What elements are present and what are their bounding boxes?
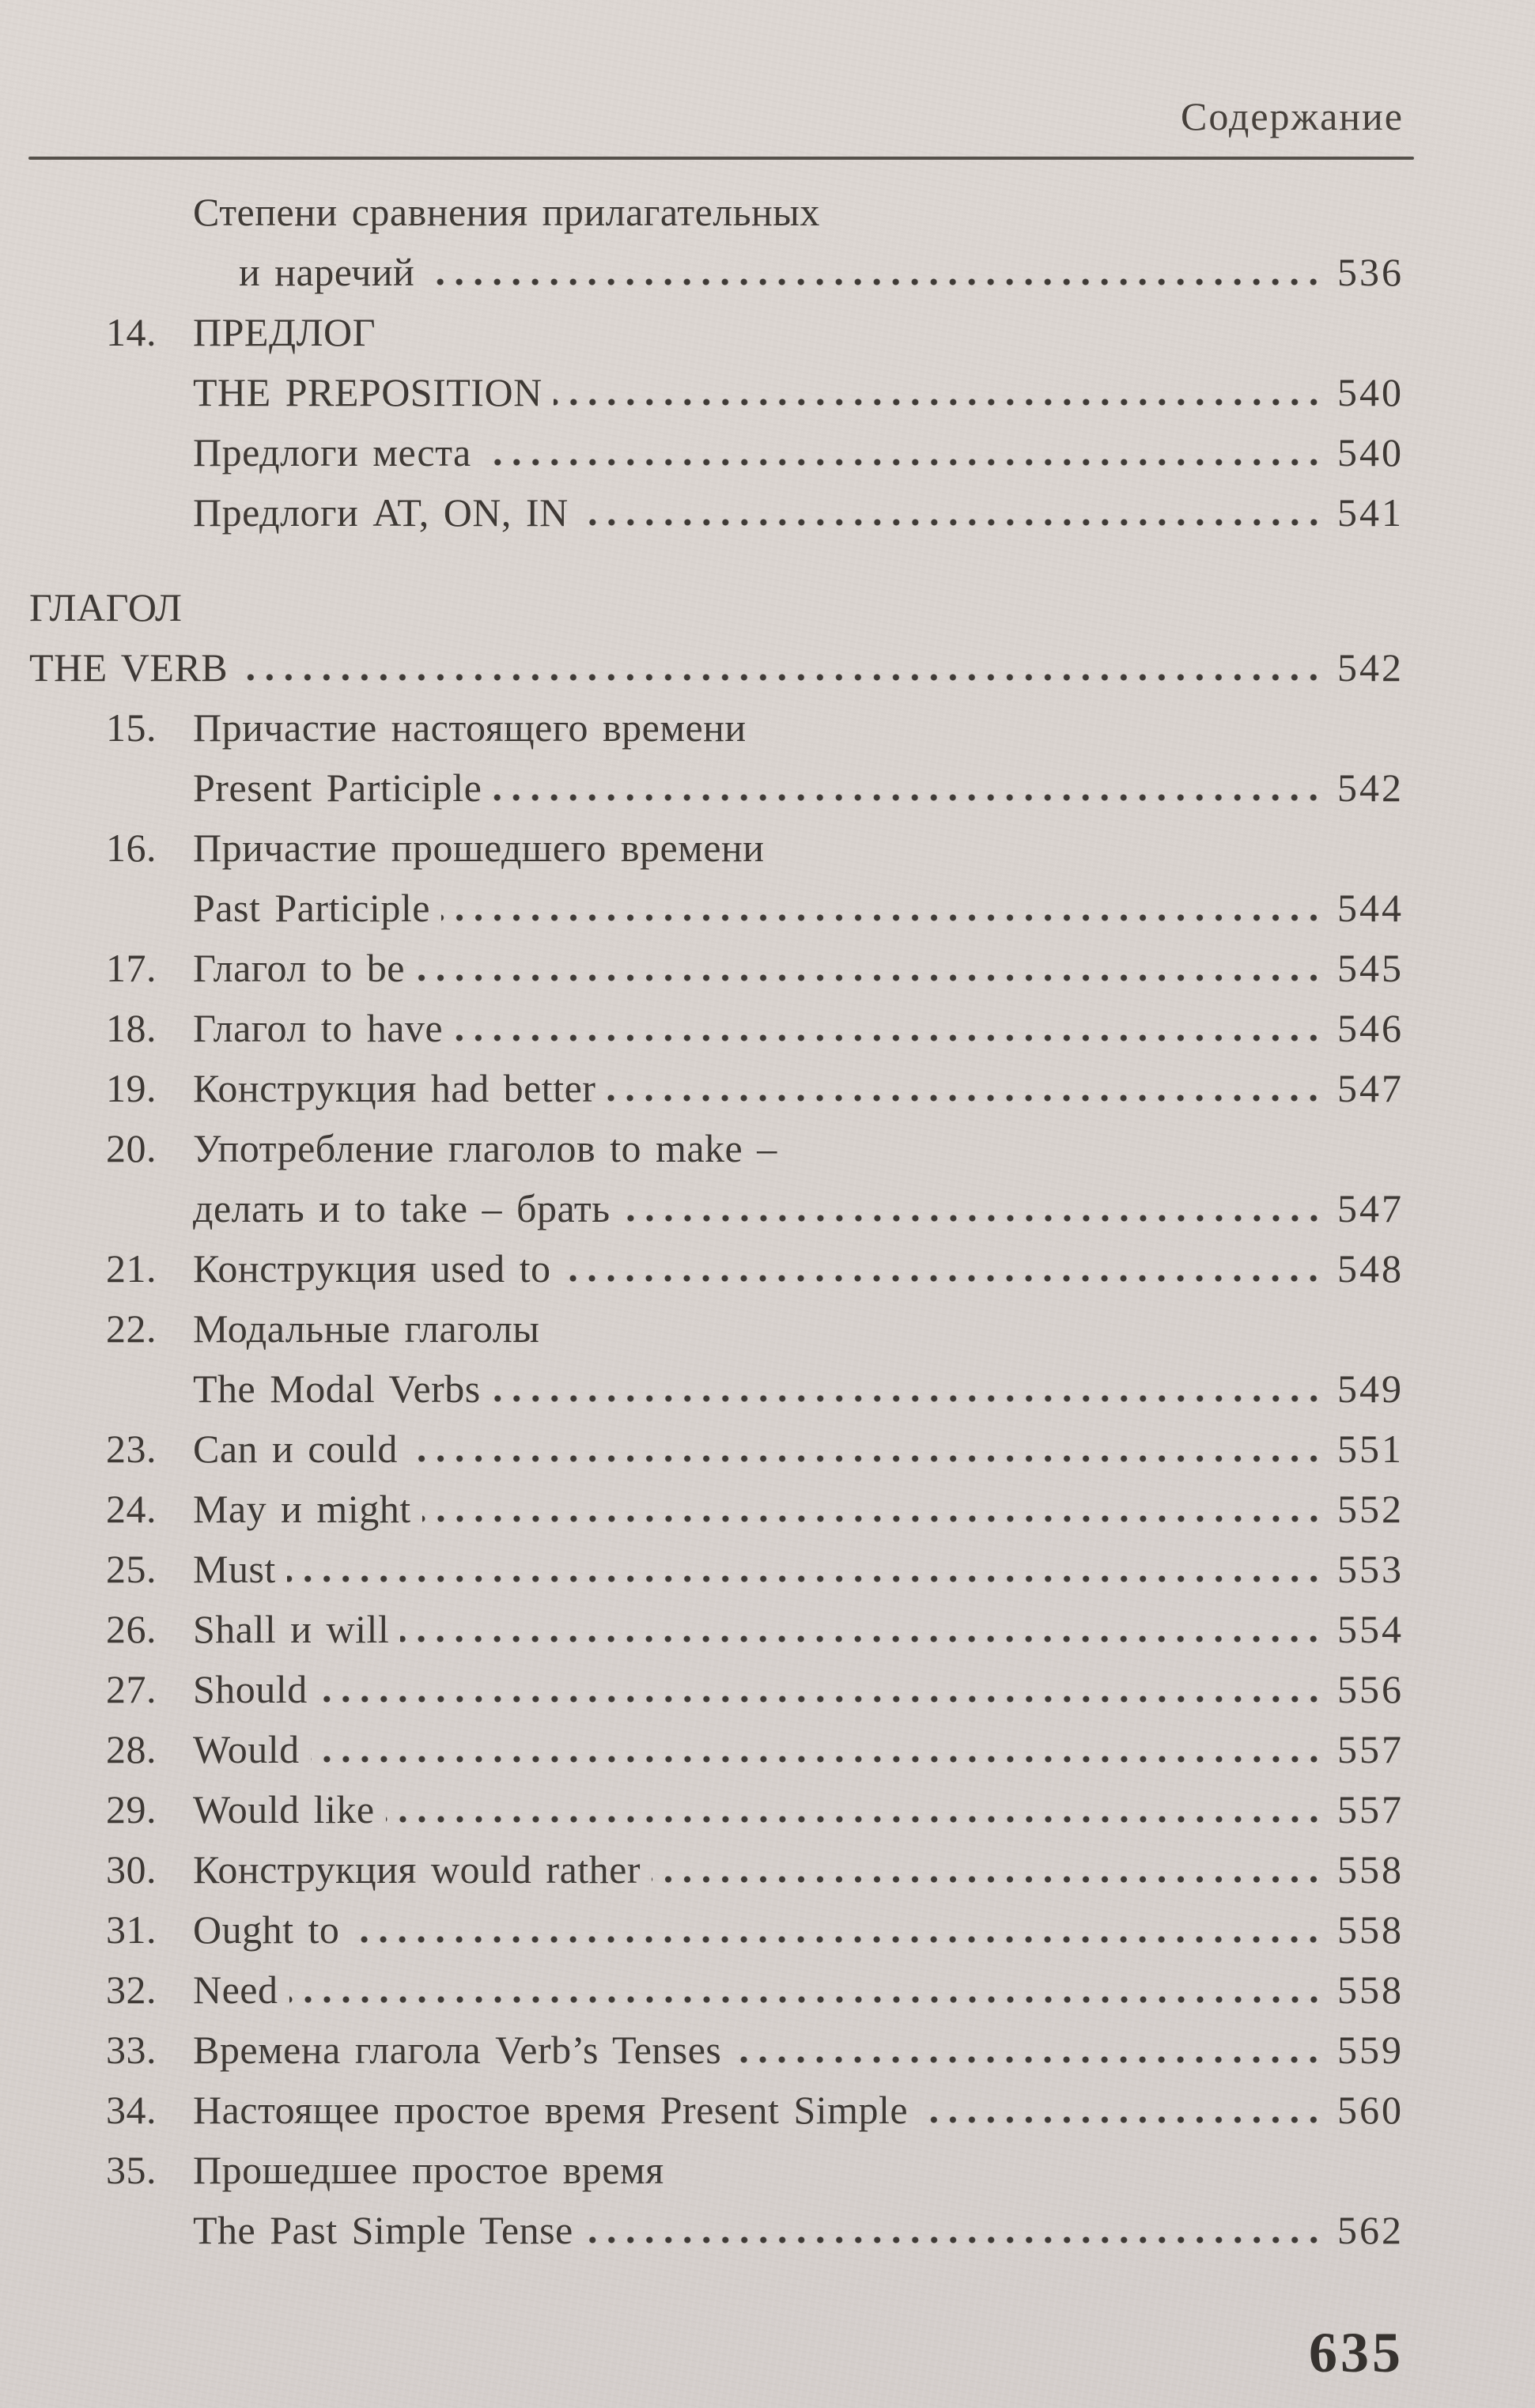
dot-leader xyxy=(287,1575,1323,1582)
entry-page: 558 xyxy=(1337,1847,1404,1892)
entry-title: Предлоги места xyxy=(193,430,471,474)
toc-entry xyxy=(0,242,1535,302)
entry-number: 25. xyxy=(106,1547,157,1591)
entry-page: 542 xyxy=(1337,765,1404,810)
toc-entry xyxy=(0,1960,1535,2020)
table-of-contents xyxy=(0,182,1535,2260)
entry-page: 544 xyxy=(1337,886,1404,930)
entry-page: 551 xyxy=(1337,1427,1404,1471)
entry-number: 20. xyxy=(106,1126,157,1170)
toc-entry xyxy=(0,1419,1535,1479)
entry-page: 553 xyxy=(1337,1547,1404,1591)
entry-title: ПРЕДЛОГ xyxy=(193,310,376,354)
entry-page: 559 xyxy=(1337,2028,1404,2072)
entry-title: Настоящее простое время Present Simple xyxy=(193,2088,909,2132)
dot-leader xyxy=(454,1034,1323,1041)
dot-leader xyxy=(441,914,1323,921)
entry-title: Конструкция would rather xyxy=(193,1847,641,1892)
dot-leader xyxy=(239,674,1323,681)
entry-page: 547 xyxy=(1337,1186,1404,1230)
entry-title: Should xyxy=(193,1667,308,1711)
entry-title: Need xyxy=(193,1968,278,2012)
entry-number: 22. xyxy=(106,1306,157,1351)
toc-entry xyxy=(0,697,1535,758)
toc-entry xyxy=(0,482,1535,542)
entry-number: 14. xyxy=(106,310,157,354)
toc-entry xyxy=(0,878,1535,938)
entry-number: 21. xyxy=(106,1246,157,1291)
entry-page: 552 xyxy=(1337,1487,1404,1531)
toc-entry xyxy=(0,1479,1535,1539)
entry-number: 32. xyxy=(106,1968,157,2012)
dot-leader xyxy=(561,1275,1323,1282)
entry-title: Степени сравнения прилагательных xyxy=(193,190,820,234)
entry-page: 540 xyxy=(1337,430,1404,474)
entry-number: 26. xyxy=(106,1607,157,1651)
entry-title: ГЛАГОЛ xyxy=(29,585,183,629)
entry-number: 28. xyxy=(106,1727,157,1771)
header-rule xyxy=(28,157,1414,160)
entry-page: 558 xyxy=(1337,1907,1404,1952)
entry-title: Shall и will xyxy=(193,1607,390,1651)
entry-page: 556 xyxy=(1337,1667,1404,1711)
toc-entry xyxy=(0,2020,1535,2080)
entry-number: 19. xyxy=(106,1066,157,1110)
dot-leader xyxy=(482,459,1323,466)
entry-page: 548 xyxy=(1337,1246,1404,1291)
entry-number: 31. xyxy=(106,1907,157,1952)
toc-entry xyxy=(0,1178,1535,1238)
entry-title: Конструкция used to xyxy=(193,1246,551,1291)
entry-title: Can и could xyxy=(193,1427,398,1471)
dot-leader xyxy=(919,2116,1323,2123)
toc-entry xyxy=(0,637,1535,697)
entry-title: Must xyxy=(193,1547,276,1591)
toc-entry xyxy=(0,1118,1535,1178)
entry-title: The Past Simple Tense xyxy=(193,2208,573,2252)
toc-entry xyxy=(0,577,1535,637)
entry-title: Употребление глаголов to make – xyxy=(193,1126,777,1170)
toc-entry xyxy=(0,818,1535,878)
entry-page: 562 xyxy=(1337,2208,1404,2252)
entry-page: 547 xyxy=(1337,1066,1404,1110)
toc-entry xyxy=(0,1839,1535,1900)
toc-entry xyxy=(0,1779,1535,1839)
entry-title: Would xyxy=(193,1727,300,1771)
entry-title: Ought to xyxy=(193,1907,340,1952)
page-number: 635 xyxy=(1309,2321,1404,2384)
toc-entry xyxy=(0,1299,1535,1359)
entry-title: May и might xyxy=(193,1487,411,1531)
dot-leader xyxy=(607,1094,1323,1102)
dot-leader xyxy=(492,1395,1323,1402)
dot-leader xyxy=(425,278,1323,285)
entry-title: Конструкция had better xyxy=(193,1066,596,1110)
dot-leader xyxy=(350,1936,1323,1943)
contents-heading: Содержание xyxy=(1181,94,1404,138)
entry-page: 560 xyxy=(1337,2088,1404,2132)
toc-entry xyxy=(0,362,1535,422)
entry-title: Глагол to be xyxy=(193,946,405,990)
dot-leader xyxy=(584,2236,1323,2244)
entry-title: Past Participle xyxy=(193,886,430,930)
entry-page: 557 xyxy=(1337,1727,1404,1771)
entry-number: 30. xyxy=(106,1847,157,1892)
entry-number: 16. xyxy=(106,826,157,870)
entry-title: Would like xyxy=(193,1787,375,1832)
entry-number: 23. xyxy=(106,1427,157,1471)
toc-entry xyxy=(0,938,1535,998)
entry-number: 15. xyxy=(106,705,157,750)
dot-leader xyxy=(554,399,1323,406)
toc-entry xyxy=(0,1539,1535,1599)
entry-number: 18. xyxy=(106,1006,157,1050)
dot-leader xyxy=(622,1215,1323,1222)
toc-entry xyxy=(0,2200,1535,2260)
dot-leader xyxy=(422,1515,1323,1522)
toc-entry xyxy=(0,182,1535,242)
entry-page: 554 xyxy=(1337,1607,1404,1651)
entry-title: Модальные глаголы xyxy=(193,1306,540,1351)
dot-leader xyxy=(311,1756,1323,1763)
toc-entry xyxy=(0,2080,1535,2140)
toc-entry xyxy=(0,1659,1535,1719)
entry-number: 17. xyxy=(106,946,157,990)
entry-page: 557 xyxy=(1337,1787,1404,1832)
toc-entry xyxy=(0,1599,1535,1659)
entry-page: 536 xyxy=(1337,250,1404,294)
toc-entry xyxy=(0,1900,1535,1960)
entry-number: 34. xyxy=(106,2088,157,2132)
page-header xyxy=(0,0,1535,160)
dot-leader xyxy=(580,519,1323,526)
entry-number: 24. xyxy=(106,1487,157,1531)
entry-number: 33. xyxy=(106,2028,157,2072)
entry-page: 558 xyxy=(1337,1968,1404,2012)
entry-number: 35. xyxy=(106,2148,157,2192)
entry-title: The Modal Verbs xyxy=(193,1367,481,1411)
toc-entry xyxy=(0,1359,1535,1419)
entry-title: и наречий xyxy=(239,250,415,294)
entry-title: THE PREPOSITION xyxy=(193,370,543,414)
toc-entry xyxy=(0,1238,1535,1299)
dot-leader xyxy=(289,1996,1324,2003)
toc-entry xyxy=(0,2140,1535,2200)
toc-entry xyxy=(0,758,1535,818)
entry-title: Прошедшее простое время xyxy=(193,2148,664,2192)
entry-number: 27. xyxy=(106,1667,157,1711)
toc-entry xyxy=(0,1058,1535,1118)
dot-leader xyxy=(400,1635,1323,1643)
entry-number: 29. xyxy=(106,1787,157,1832)
entry-page: 546 xyxy=(1337,1006,1404,1050)
entry-page: 545 xyxy=(1337,946,1404,990)
entry-title: THE VERB xyxy=(29,645,229,690)
entry-page: 549 xyxy=(1337,1367,1404,1411)
dot-leader xyxy=(409,1455,1323,1462)
dot-leader xyxy=(386,1816,1323,1823)
entry-title: делать и to take – брать xyxy=(193,1186,611,1230)
entry-title: Причастие настоящего времени xyxy=(193,705,747,750)
entry-title: Причастие прошедшего времени xyxy=(193,826,765,870)
entry-page: 542 xyxy=(1337,645,1404,690)
toc-entry xyxy=(0,302,1535,362)
toc-entry xyxy=(0,998,1535,1058)
entry-page: 541 xyxy=(1337,490,1404,535)
entry-title: Предлоги AT, ON, IN xyxy=(193,490,569,535)
entry-title: Present Participle xyxy=(193,765,482,810)
dot-leader xyxy=(319,1695,1323,1703)
entry-page: 540 xyxy=(1337,370,1404,414)
dot-leader xyxy=(493,794,1323,801)
toc-entry xyxy=(0,422,1535,482)
entry-title: Глагол to have xyxy=(193,1006,444,1050)
dot-leader xyxy=(416,974,1323,981)
dot-leader xyxy=(732,2056,1323,2063)
entry-title: Времена глагола Verb’s Tenses xyxy=(193,2028,722,2072)
dot-leader xyxy=(652,1876,1323,1883)
toc-entry xyxy=(0,1719,1535,1779)
